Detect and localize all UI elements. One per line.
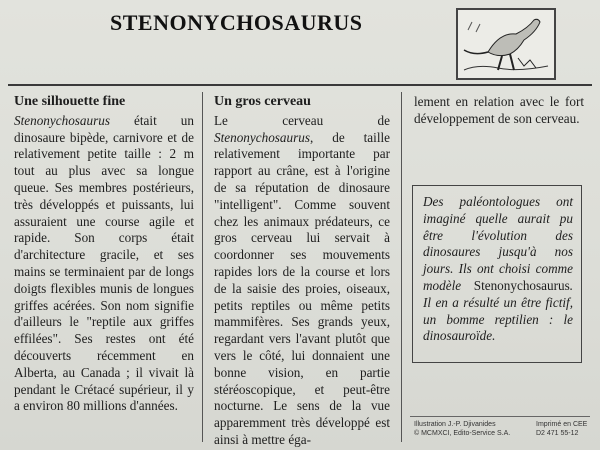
box-text-4: bomme reptilien : le dinosauroïde. xyxy=(423,311,573,344)
brain-text-start: Le cerveau de xyxy=(214,112,390,128)
credits-left xyxy=(414,420,510,438)
column-divider xyxy=(401,92,402,442)
credits-right xyxy=(536,420,587,438)
genus-name: Stenonychosaurus xyxy=(214,129,310,145)
box-text-3: . Il en a résulté un être fictif, un xyxy=(423,277,573,327)
column-divider xyxy=(202,92,203,442)
heading-silhouette: Une silhouette fine xyxy=(14,94,126,109)
credits-divider xyxy=(410,416,590,417)
paragraph-brain xyxy=(214,113,390,449)
dinosaur-illustration xyxy=(456,8,556,80)
column-silhouette xyxy=(14,94,194,415)
title-divider xyxy=(8,84,592,86)
card-title: STENONYCHOSAURUS xyxy=(110,10,363,35)
heading-brain: Un gros cerveau xyxy=(214,94,311,109)
copyright-notice: © MCMXCI, Edito-Service S.A. xyxy=(414,430,511,437)
dinosauroid-box xyxy=(412,185,582,363)
paragraph-continuation: lement en relation avec le fort développement de son cerveau. xyxy=(414,94,584,126)
card-code: D2 471 55-12 xyxy=(536,430,579,437)
printed-notice: Imprimé en CEE xyxy=(536,421,588,428)
box-text-1: Des paléontologues ont imaginé quelle aurait pu être l'évolution des dinosaures jusqu'à nos jours. Ils ont choisi comme modèle xyxy=(423,194,573,293)
illustration-credit: Illustration J.-P. Djivanides xyxy=(414,421,496,428)
genus-name: Stenonychosaurus xyxy=(14,112,110,128)
column-continuation xyxy=(414,94,584,128)
column-brain xyxy=(214,94,390,449)
paragraph-silhouette xyxy=(14,113,194,415)
silhouette-text: était un dinosaure bipède, carnivore et de relativement petite taille : 2 m tout au plus avec sa longue queue. Ses membres postérieurs, très développés et puissants, lui assuraient une course agile et rapide. Son corps était d'architecture gracile, et ses mains se terminaient par de longs doigts flexibles munis de longues griffes acérées. Son nom signifie d'ailleurs le "reptile aux griffes effilées". Ses restes ont été découverts récemment en Alberta, au Canada ; il vivait là pendant le Crétacé supérieur, il y a environ 80 millions d'années. xyxy=(14,112,194,414)
dinosaur-sketch-icon xyxy=(458,10,554,78)
box-text-2: Stenonychosaurus xyxy=(473,277,570,293)
brain-text-rest: , de taille relativement importante par rapport au crâne, est à l'origine de sa réputation de dinosaure "intelligent". Comme souvent chez les animaux prédateurs, ce gros cerveau lui servait à coordonner ses mouvements rapides lors de la course et lors de la saisie des proies, oiseaux, petits reptiles ou même petits mammifères. Ses grands yeux, regardant vers l'avant plutôt que vers le côté, lui donnaient une bonne vision, en partie stéréoscopique, et peut-être nocturne. Le sens de la vue apparemment très développé est ainsi à mettre éga- xyxy=(214,129,390,447)
